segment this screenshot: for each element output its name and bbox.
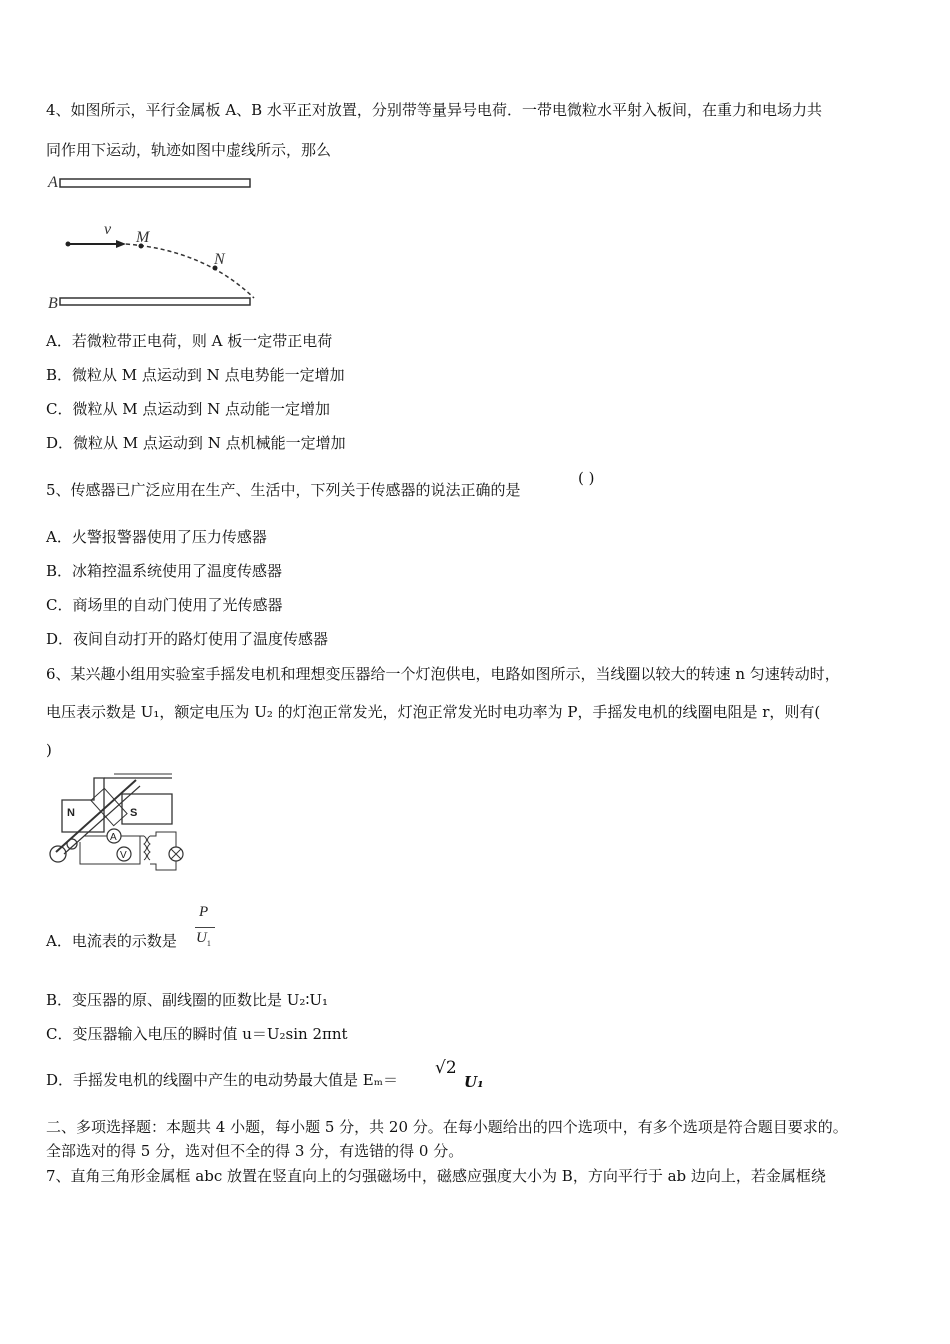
plate-a xyxy=(60,179,250,187)
q5-option-b[interactable]: B．冰箱控温系统使用了温度传感器 xyxy=(46,562,283,580)
q6-figure xyxy=(44,772,194,876)
q7-stem-line1: 7、直角三角形金属框 abc 放置在竖直向上的匀强磁场中，磁感应强度大小为 B，方向平行于 ab 边向上，若金属框绕 xyxy=(46,1167,826,1185)
q5-option-a[interactable]: A．火警报警器使用了压力传感器 xyxy=(46,528,267,546)
q4-option-b[interactable]: B．微粒从 M 点运动到 N 点电势能一定增加 xyxy=(46,366,345,384)
svg-text:A: A xyxy=(110,832,117,843)
q5-stem: 5、传感器已广泛应用在生产、生活中，下列关于传感器的说法正确的是 xyxy=(46,481,521,499)
q6-stem-line2: 电压表示数是 U₁，额定电压为 U₂ 的灯泡正常发光，灯泡正常发光时电功率为 P，手摇发电机的线圈电阻是 r，则有( xyxy=(46,703,821,721)
plate-a-label: A xyxy=(48,174,58,191)
point-m-label: M xyxy=(136,229,150,246)
fraction-denominator: $U_1$ xyxy=(196,930,211,948)
section2-heading-line2: 全部选对的得 5 分，选对但不全的得 3 分，有选错的得 0 分。 xyxy=(46,1142,464,1160)
section2-heading-line1: 二、多项选择题：本题共 4 小题，每小题 5 分，共 20 分。在每小题给出的四个选项中，有多个选项是符合题目要求的。 xyxy=(46,1118,848,1136)
velocity-label: v xyxy=(104,221,112,238)
q4-stem-line1: 4、如图所示，平行金属板 A、B 水平正对放置，分别带等量异号电荷．一带电微粒水平射入板间，在重力和电场力共 xyxy=(46,101,822,119)
q6-option-d-tail: U₁ xyxy=(464,1073,484,1091)
q5-answer-paren: ( ) xyxy=(578,469,595,487)
q5-option-c[interactable]: C．商场里的自动门使用了光传感器 xyxy=(46,596,283,614)
q6-stem-line3: ) xyxy=(46,741,52,759)
sqrt-two: √2 xyxy=(435,1058,457,1078)
velocity-arrow-icon xyxy=(116,240,126,248)
q6-option-a[interactable]: A．电流表的示数是 xyxy=(46,932,177,950)
q6-stem-line1: 6、某兴趣小组用实验室手摇发电机和理想变压器给一个灯泡供电，电路如图所示，当线圈以较大的转速 n 匀速转动时， xyxy=(46,665,840,683)
q4-option-d[interactable]: D．微粒从 M 点运动到 N 点机械能一定增加 xyxy=(46,434,346,452)
q6-option-c[interactable]: C．变压器输入电压的瞬时值 u＝U₂sin 2πnt xyxy=(46,1025,348,1043)
q4-option-a[interactable]: A．若微粒带正电荷，则 A 板一定带正电荷 xyxy=(46,332,333,350)
q4-option-c[interactable]: C．微粒从 M 点运动到 N 点动能一定增加 xyxy=(46,400,331,418)
q5-option-d[interactable]: D．夜间自动打开的路灯使用了温度传感器 xyxy=(46,630,329,648)
transformer-icon xyxy=(144,836,150,860)
pole-n-label: N xyxy=(67,807,75,819)
plate-b xyxy=(60,298,250,305)
pole-s-label: S xyxy=(130,807,138,819)
q4-stem-line2: 同作用下运动，轨迹如图中虚线所示，那么 xyxy=(46,141,332,159)
q4-figure xyxy=(44,170,264,315)
crank-wheel-icon xyxy=(50,846,66,862)
fraction-bar xyxy=(195,927,215,928)
fraction-numerator: P xyxy=(199,904,209,920)
plate-b-label: B xyxy=(48,295,58,312)
trajectory-dashed xyxy=(126,244,254,298)
q6-option-d[interactable]: D．手摇发电机的线圈中产生的电动势最大值是 Eₘ＝ xyxy=(46,1071,398,1089)
svg-text:V: V xyxy=(120,850,127,861)
particle-icon xyxy=(66,242,71,247)
q6-option-b[interactable]: B．变压器的原、副线圈的匝数比是 U₂∶U₁ xyxy=(46,991,329,1009)
point-n-label: N xyxy=(214,251,225,268)
